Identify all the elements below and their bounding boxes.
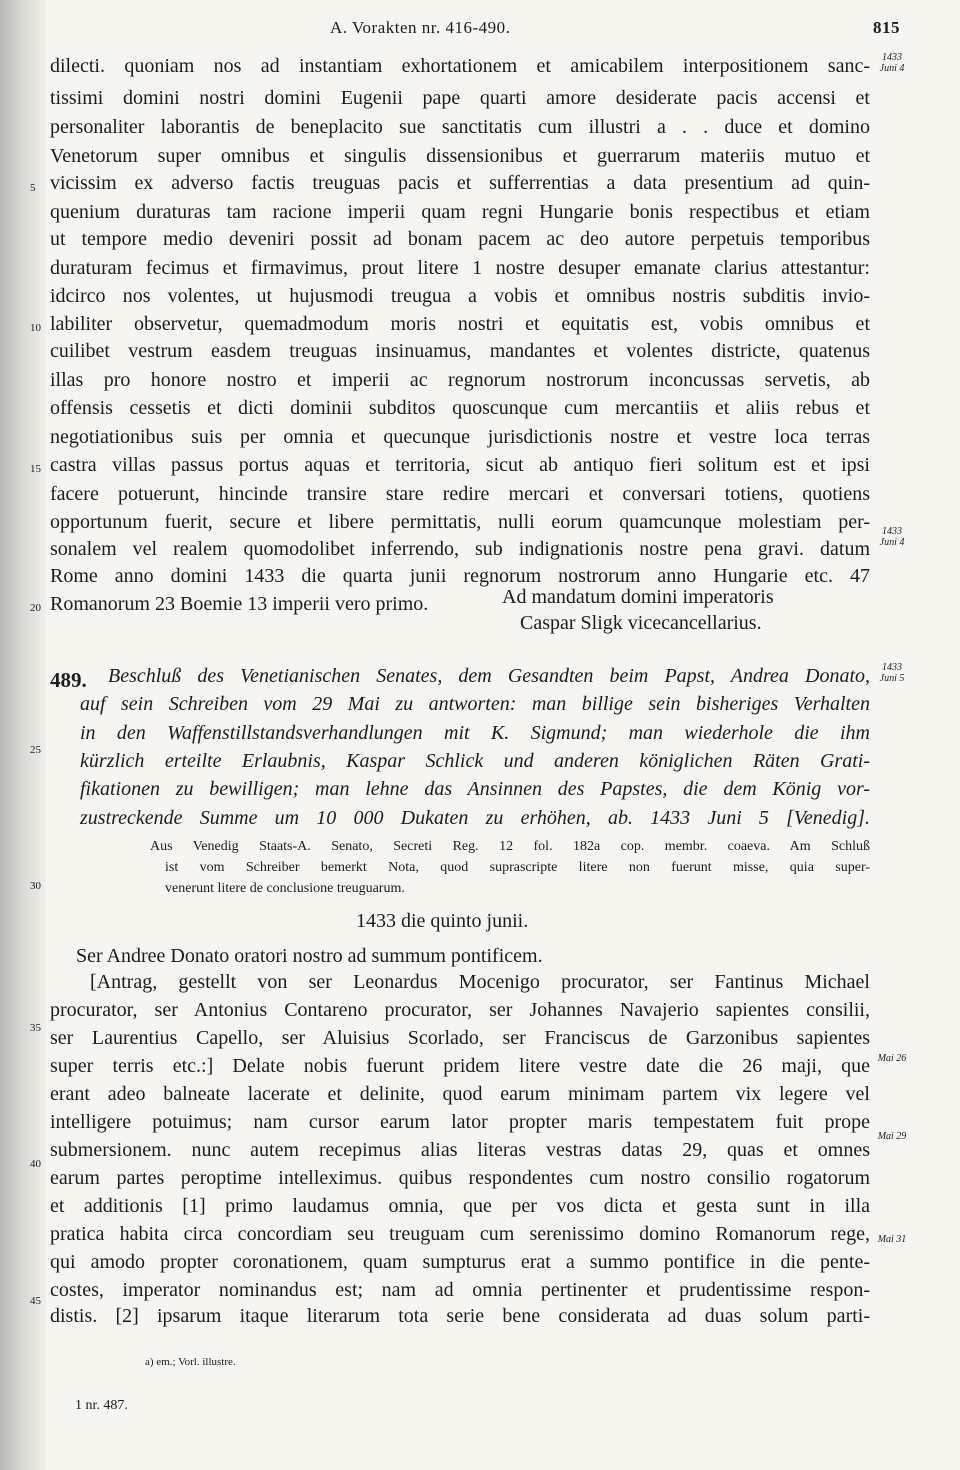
text-line: procurator, ser Antonius Contareno procurator, ser Johannes Navajerio sapientes consilii, bbox=[50, 999, 870, 1021]
text-line: Romanorum 23 Boemie 13 imperii vero primo. bbox=[50, 593, 429, 615]
line-number: 20 bbox=[30, 602, 41, 614]
date-heading: 1433 die quinto junii. bbox=[356, 910, 529, 932]
text-line: costes, imperator nominandus est; nam ad omnia pertinenter et prudentissime respon- bbox=[50, 1279, 870, 1301]
text-line: sonalem vel realem quomodolibet inferrendo, sub indignationis nostre pena gravi. datum bbox=[50, 538, 870, 560]
footnote-a: a) em.; Vorl. illustre. bbox=[145, 1356, 236, 1368]
text-line: super terris etc.:] Delate nobis fuerunt pridem litere vestre date die 26 maji, que bbox=[50, 1055, 870, 1077]
text-line: personaliter laborantis de beneplacito sue sanctitatis cum illustri a . . duce et domino bbox=[50, 116, 870, 138]
text-line: labiliter observetur, quemadmodum moris nostri et equitatis est, vobis omnibus et bbox=[50, 313, 870, 335]
regest-line: auf sein Schreiben vom 29 Mai zu antworten: man billige sein bisheriges Verhalten bbox=[80, 693, 870, 715]
line-number: 30 bbox=[30, 880, 41, 892]
line-number: 40 bbox=[30, 1158, 41, 1170]
text-line: opportunum fuerit, secure et libere permittatis, nulli eorum quamcunque molestiam per- bbox=[50, 511, 870, 533]
source-note: venerunt litere de conclusione treuguarum. bbox=[165, 881, 405, 896]
text-line: ut tempore medio deveniri possit ad bonam pacem ac deo autore perpetuis temporibus bbox=[50, 228, 870, 250]
text-line: castra villas passus portus aquas et territoria, sicut ab antiquo fieri solitum est et ipsi bbox=[50, 454, 870, 476]
text-line: Rome anno domini 1433 die quarta junii regnorum nostrorum anno Hungarie etc. 47 bbox=[50, 565, 870, 587]
text-line: ser Laurentius Capello, ser Aluisius Scorlado, ser Franciscus de Garzonibus sapientes bbox=[50, 1027, 870, 1049]
line-number: 10 bbox=[30, 322, 41, 334]
margin-date: Mai 26 bbox=[877, 1053, 907, 1064]
text-line: negotiationibus suis per omnia et quecunque jurisdictionis nostre et vestre loca terras bbox=[50, 426, 870, 448]
margin-year: 1433 bbox=[882, 52, 902, 63]
text-line: tissimi domini nostri domini Eugenii pape quarti amore desiderate pacis accensi et bbox=[50, 87, 870, 109]
footnote-1: 1 nr. 487. bbox=[75, 1398, 128, 1413]
text-line: cuilibet vestrum easdem treuguas insinuamus, mandantes et volentes districte, quatenus bbox=[50, 340, 870, 362]
line-number: 35 bbox=[30, 1022, 41, 1034]
text-line: et additionis [1] primo laudamus omnia, que per vos dicta et gesta sunt in illa bbox=[50, 1195, 870, 1217]
text-line: [Antrag, gestellt von ser Leonardus Mocenigo procurator, ser Fantinus Michael bbox=[90, 971, 870, 993]
text-line: Ser Andree Donato oratori nostro ad summum pontificem. bbox=[76, 945, 543, 967]
line-number: 15 bbox=[30, 463, 41, 475]
text-line: illas pro honore nostro et imperii ac regnorum nostrorum inconcussas servetis, ab bbox=[50, 369, 870, 391]
text-line: intelligere potuimus; nam cursor earum lator propter maris tempestatem fuit prope bbox=[50, 1111, 870, 1133]
text-line: erant adeo balneate lacerate et delinite, quod earum minimam partem vix legere vel bbox=[50, 1083, 870, 1105]
margin-date bbox=[872, 526, 912, 548]
margin-date: Mai 29 bbox=[877, 1131, 907, 1142]
text-line: qui amodo propter coronationem, quam sumpturus erat a summo pontifice in die pente- bbox=[50, 1251, 870, 1273]
running-title: A. Vorakten nr. 416-490. bbox=[330, 18, 511, 37]
regest-line: in den Waffenstillstandsverhandlungen mit K. Sigmund; man wiederhole die ihm bbox=[80, 722, 870, 744]
margin-date: Mai 31 bbox=[877, 1234, 907, 1245]
margin-day: Juni 5 bbox=[879, 673, 905, 684]
signature-line-1: Ad mandatum domini imperatoris bbox=[502, 586, 774, 608]
text-line: quenium duraturas tam racione imperii quam regni Hungarie bonis respectibus et etiam bbox=[50, 201, 870, 223]
margin-day: Juni 4 bbox=[879, 537, 905, 548]
line-number: 25 bbox=[30, 744, 41, 756]
signature-line-2: Caspar Sligk vicecancellarius. bbox=[520, 612, 762, 634]
text-line: submersionem. nunc autem recepimus alias literas vestras datas 29, quas et omnes bbox=[50, 1139, 870, 1161]
margin-year: 1433 bbox=[882, 526, 902, 537]
line-number: 45 bbox=[30, 1295, 41, 1307]
text-line: offensis cessetis et dicti dominii subditos quoscunque cum mercantiis et aliis rebus et bbox=[50, 397, 870, 419]
regest-line: kürzlich erteilte Erlaubnis, Kaspar Schlick und anderen königlichen Räten Grati- bbox=[80, 750, 870, 772]
text-line: dilecti. quoniam nos ad instantiam exhortationem et amicabilem interpositionem sanc- bbox=[50, 55, 870, 77]
text-line: earum partes peroptime intelleximus. quibus respondentes cum nostro consilio rogatorum bbox=[50, 1167, 870, 1189]
margin-year: 1433 bbox=[882, 662, 902, 673]
margin-day: Juni 4 bbox=[879, 63, 905, 74]
source-note: Aus Venedig Staats-A. Senato, Secreti Reg. 12 fol. 182a cop. membr. coaeva. Am Schluß bbox=[150, 839, 870, 854]
text-line: pratica habita circa concordiam seu treuguam cum serenissimo domino Romanorum rege, bbox=[50, 1223, 870, 1245]
text-line: Venetorum super omnibus et singulis dissensionibus et guerrarum materiis mutuo et bbox=[50, 145, 870, 167]
text-line: idcirco nos volentes, ut hujusmodi treugua a vobis et omnibus nostris subditis invio- bbox=[50, 285, 870, 307]
line-number: 5 bbox=[30, 182, 36, 194]
page-number: 815 bbox=[873, 18, 900, 37]
source-note: ist vom Schreiber bemerkt Nota, quod suprascripte litere non fuerunt misse, quia super- bbox=[165, 860, 870, 875]
document-number: 489. bbox=[50, 668, 87, 692]
text-line: distis. [2] ipsarum itaque literarum tota serie bene considerata ad duas solum parti- bbox=[50, 1305, 870, 1327]
regest-line: fikationen zu bewilligen; man lehne das Ansinnen des Papstes, die dem König vor- bbox=[80, 778, 870, 800]
text-line: vicissim ex adverso factis treuguas pacis et sufferrentias a data presentium ad quin- bbox=[50, 172, 870, 194]
margin-date bbox=[872, 52, 912, 74]
text-line: duraturam fecimus et firmavimus, prout litere 1 nostre desuper emanate clarius attestantur: bbox=[50, 257, 870, 279]
regest-line: Beschluß des Venetianischen Senates, dem Gesandten beim Papst, Andrea Donato, bbox=[108, 665, 870, 687]
regest-line: zustreckende Summe um 10 000 Dukaten zu erhöhen, ab. 1433 Juni 5 [Venedig]. bbox=[80, 807, 870, 829]
margin-date bbox=[872, 662, 912, 684]
text-line: facere potuerunt, hincinde transire stare redire mercari et conversari totiens, quotiens bbox=[50, 483, 870, 505]
